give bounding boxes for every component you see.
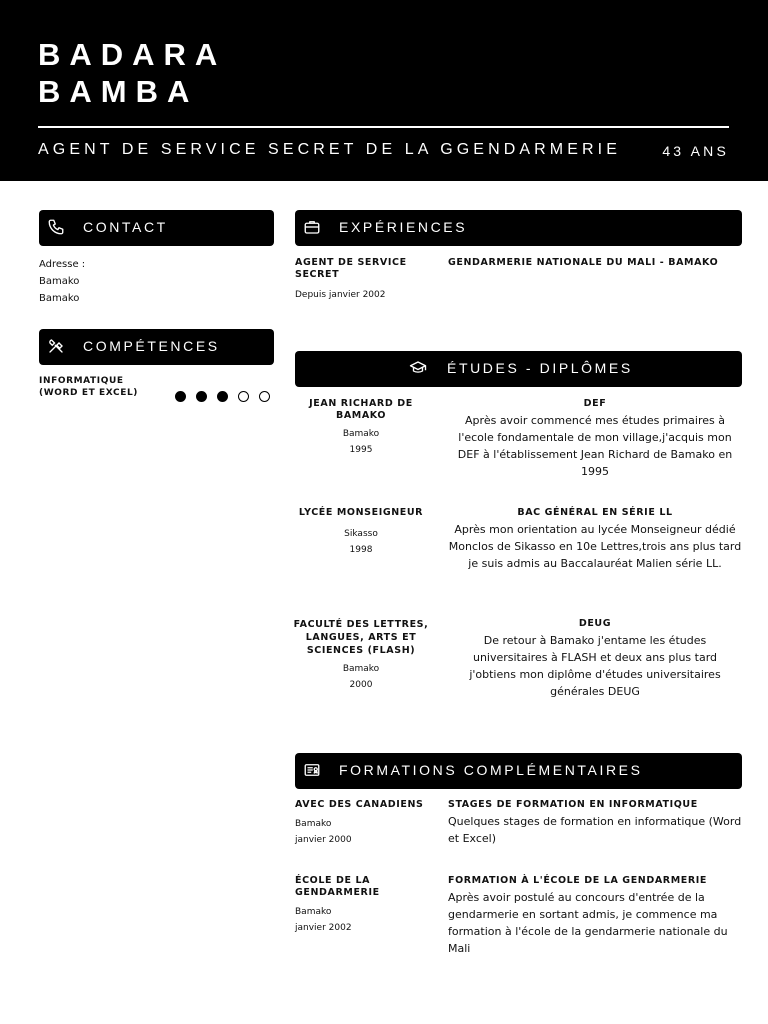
training-organization: ÉCOLE DE LA GENDARMERIE	[295, 875, 380, 898]
experience-date: Depuis janvier 2002	[295, 290, 386, 300]
header-divider	[38, 126, 729, 128]
address-label: Adresse :	[39, 259, 86, 270]
skills-section-header	[39, 329, 274, 365]
education-entry-meta	[295, 507, 427, 556]
education-year: 1998	[349, 545, 373, 555]
education-degree: BAC GÉNÉRAL EN SÉRIE LL	[517, 507, 673, 518]
first-name: BADARA	[38, 37, 227, 72]
training-title: STAGES DE FORMATION EN INFORMATIQUE	[448, 799, 698, 810]
education-year: 2000	[349, 680, 373, 690]
graduation-cap-icon	[409, 359, 429, 379]
skill-level-rating	[175, 391, 275, 403]
training-description: Après avoir postulé au concours d'entrée de la gendarmerie en sortant admis, je commence ma formation à l'école de la gendarmerie nationale du Mali	[448, 891, 728, 955]
briefcase-icon	[303, 218, 323, 238]
address-line: Bamako	[39, 276, 80, 287]
skills-title: COMPÉTENCES	[83, 338, 220, 354]
resume-header	[0, 0, 768, 181]
contact-section-header	[39, 210, 274, 246]
education-degree: DEUG	[578, 618, 612, 629]
tools-icon	[47, 337, 67, 357]
education-city: Sikasso	[344, 529, 378, 539]
job-title: AGENT DE SERVICE SECRET DE LA GGENDARMERIE	[38, 141, 621, 158]
skill-dot-filled	[217, 391, 228, 402]
education-city: Bamako	[342, 664, 380, 674]
education-entry-detail	[448, 507, 742, 572]
training-date: janvier 2000	[295, 835, 352, 845]
skill-name: INFORMATIQUE (WORD ET EXCEL)	[39, 376, 139, 398]
training-city: Bamako	[295, 819, 332, 829]
education-school: LYCÉE MONSEIGNEUR	[298, 507, 424, 518]
phone-icon	[47, 218, 67, 238]
training-entry-meta	[295, 875, 435, 934]
certificate-icon	[303, 761, 323, 781]
education-description: Après avoir commencé mes études primaires à l'ecole fondamentale de mon village,j'acquis mon DEF à l'établissement Jean Richard de Bamako en 1995	[457, 414, 733, 478]
experience-employer: GENDARMERIE NATIONALE DU MALI - BAMAKO	[448, 257, 719, 268]
trainings-title: FORMATIONS COMPLÉMENTAIRES	[339, 762, 643, 778]
training-entry-meta	[295, 799, 435, 846]
address-line: Bamako	[39, 293, 80, 304]
education-description: Après mon orientation au lycée Monseigneur dédié Monclos de Sikasso en 10e Lettres,trois ans plus tard je suis admis au Baccalauréat Malien série LL.	[448, 523, 742, 570]
contact-title: CONTACT	[83, 219, 168, 235]
experiences-title: EXPÉRIENCES	[339, 219, 468, 235]
education-title: ÉTUDES - DIPLÔMES	[447, 360, 633, 376]
skill-dot-empty	[238, 391, 249, 402]
education-section-header	[295, 351, 742, 387]
education-year: 1995	[349, 445, 373, 455]
experience-role: AGENT DE SERVICE SECRET	[295, 257, 407, 280]
education-city: Bamako	[342, 429, 380, 439]
full-name	[38, 36, 226, 110]
training-entry-detail	[448, 799, 742, 847]
trainings-section-header	[295, 753, 742, 789]
skill-dot-filled	[175, 391, 186, 402]
age: 43 ANS	[662, 143, 729, 159]
experiences-section-header	[295, 210, 742, 246]
education-entry-detail	[448, 398, 742, 480]
training-title: FORMATION À L'ÉCOLE DE LA GENDARMERIE	[448, 875, 707, 886]
training-description: Quelques stages de formation en informatique (Word et Excel)	[448, 815, 742, 845]
training-organization: AVEC DES CANADIENS	[295, 799, 424, 810]
education-description: De retour à Bamako j'entame les études universitaires à FLASH et deux ans plus tard j'obtiens mon diplôme d'études universitaires générales DEUG	[469, 634, 721, 698]
skill-dot-empty	[259, 391, 270, 402]
education-entry-meta	[295, 398, 427, 456]
education-entry-detail	[448, 618, 742, 700]
education-degree: DEF	[583, 398, 607, 409]
skill-dot-filled	[196, 391, 207, 402]
training-entry-detail	[448, 875, 742, 957]
last-name: BAMBA	[38, 74, 199, 109]
contact-address	[39, 256, 269, 307]
education-school: FACULTÉ DES LETTRES, LANGUES, ARTS ET SCIENCES (FLASH)	[293, 619, 429, 656]
training-city: Bamako	[295, 907, 332, 917]
training-date: janvier 2002	[295, 923, 352, 933]
education-school: JEAN RICHARD DE BAMAKO	[309, 398, 413, 421]
education-entry-meta	[293, 618, 429, 691]
